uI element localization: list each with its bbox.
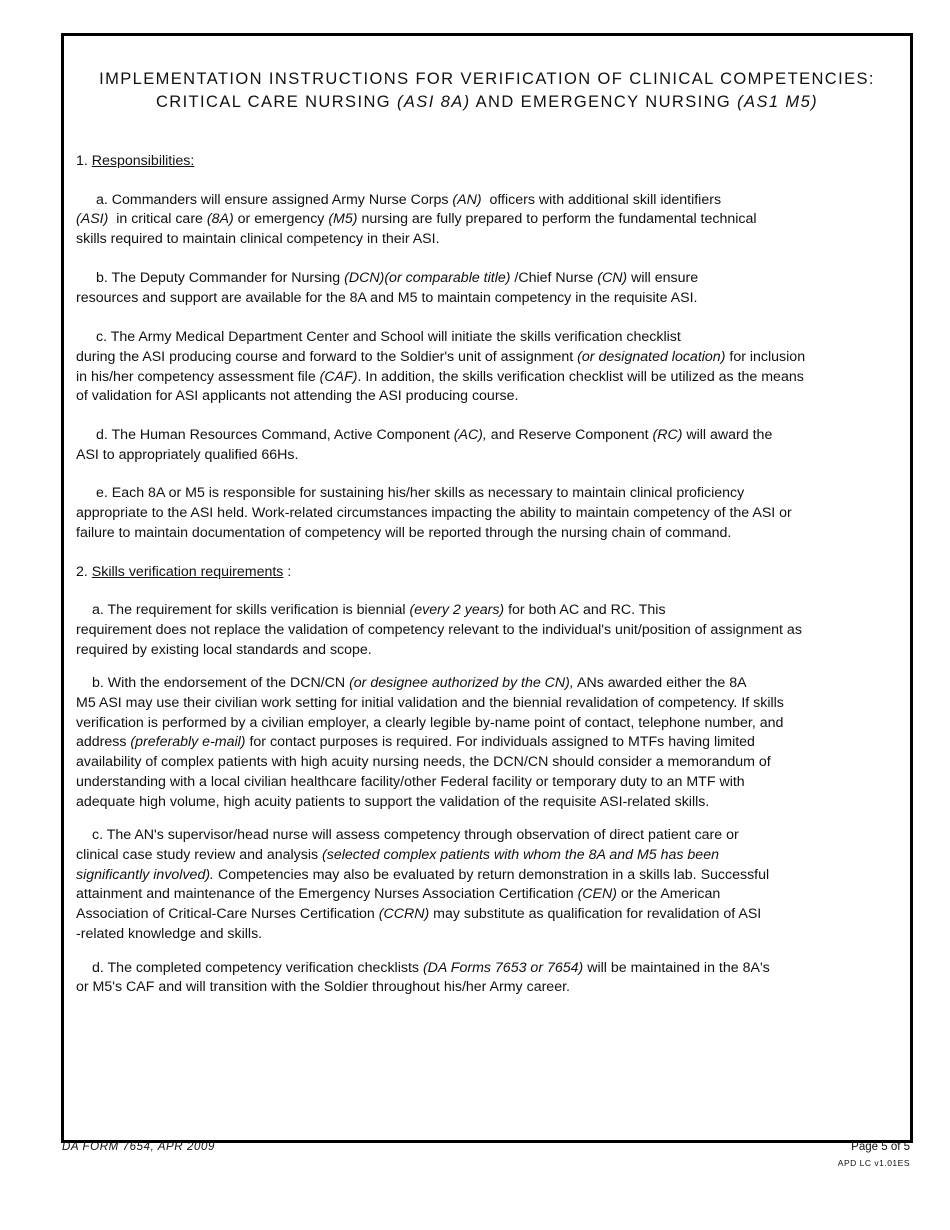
title-line-2: CRITICAL CARE NURSING (ASI 8A) AND EMERGENCY NURSING (AS1 M5) — [155, 93, 819, 111]
paragraph-2b: b. With the endorsement of the DCN/CN (or designee authorized by the CN), ANs awarded either the 8A M5 ASI may use their civilian work setting for initial validation and the biennial revalidation of competency. If skills verification is performed by a civilian employer, a clearly legible by-name point of contact, telephone number, and address (preferably e-mail) for contact purposes is required. For individuals assigned to MTFs having limited availability of complex patients with high acuity nursing needs, the DCN/CN should consider a memorandum of understanding with a local civilian healthcare facility/other Federal facility or temporary duty to an MTF with adequate high volume, high acuity patients to support the validation of the requisite ASI-related skills. — [76, 675, 784, 810]
form-identifier: DA FORM 7654, APR 2009 — [62, 1141, 215, 1153]
section-1-heading: 1. Responsibilities: — [76, 153, 195, 169]
paragraph-2a: a. The requirement for skills verification is biennial (every 2 years) for both AC and RC. This requirement does not replace the validation of competency relevant to the individual's unit/position of assignment as required by existing local standards and scope. — [76, 602, 802, 658]
title-line-1: IMPLEMENTATION INSTRUCTIONS FOR VERIFICATION OF CLINICAL COMPETENCIES: — [99, 70, 875, 88]
page-title — [64, 68, 910, 114]
paragraph-1a: a. Commanders will ensure assigned Army Nurse Corps (AN) officers with additional skill identifiers (ASI) in critical care (8A) or emergency (M5) nursing are fully prepared to perform the fundamental technical skills required to maintain clinical competency in their ASI. — [76, 191, 757, 248]
paragraph-1e: e. Each 8A or M5 is responsible for sustaining his/her skills as necessary to maintain clinical proficiency appropriate to the ASI held. Work-related circumstances impacting the ability to maintain competency of the ASI or failure to maintain documentation of competency will be reported through the nursing chain of command. — [76, 485, 792, 541]
paragraph-1d: d. The Human Resources Command, Active Component (AC), and Reserve Component (RC) will award the ASI to appropriately qualified 66Hs. — [76, 427, 773, 463]
document-body — [76, 152, 888, 998]
page-number: Page 5 of 5 — [851, 1141, 910, 1153]
paragraph-2c: c. The AN's supervisor/head nurse will assess competency through observation of direct patient care or clinical case study review and analysis (selected complex patients with whom the 8A and M5 has been significantly involved). Competencies may also be evaluated by return demonstration in a skills lab. Successful attainment and maintenance of the Emergency Nurses Association Certification (CEN) or the American Association of Critical-Care Nurses Certification (CCRN) may substitute as qualification for revalidation of ASI -related knowledge and skills. — [76, 827, 770, 942]
version-code: APD LC v1.01ES — [837, 1158, 910, 1168]
section-2-heading: 2. Skills verification requirements : — [76, 563, 292, 580]
paragraph-2d: d. The completed competency verification checklists (DA Forms 7653 or 7654) will be maintained in the 8A's or M5's CAF and will transition with the Soldier throughout his/her Army career. — [76, 959, 770, 996]
paragraph-1b: b. The Deputy Commander for Nursing (DCN)(or comparable title) /Chief Nurse (CN) will ensure resources and support are available for the 8A and M5 to maintain competency in the requisite ASI. — [76, 269, 699, 306]
paragraph-1c: c. The Army Medical Department Center and School will initiate the skills verification checklist during the ASI producing course and forward to the Soldier's unit of assignment (or designated location) for inclusion in his/her competency assessment file (CAF). In addition, the skills verification checklist will be utilized as the means of validation for ASI applicants not attending the ASI producing course. — [76, 329, 806, 405]
